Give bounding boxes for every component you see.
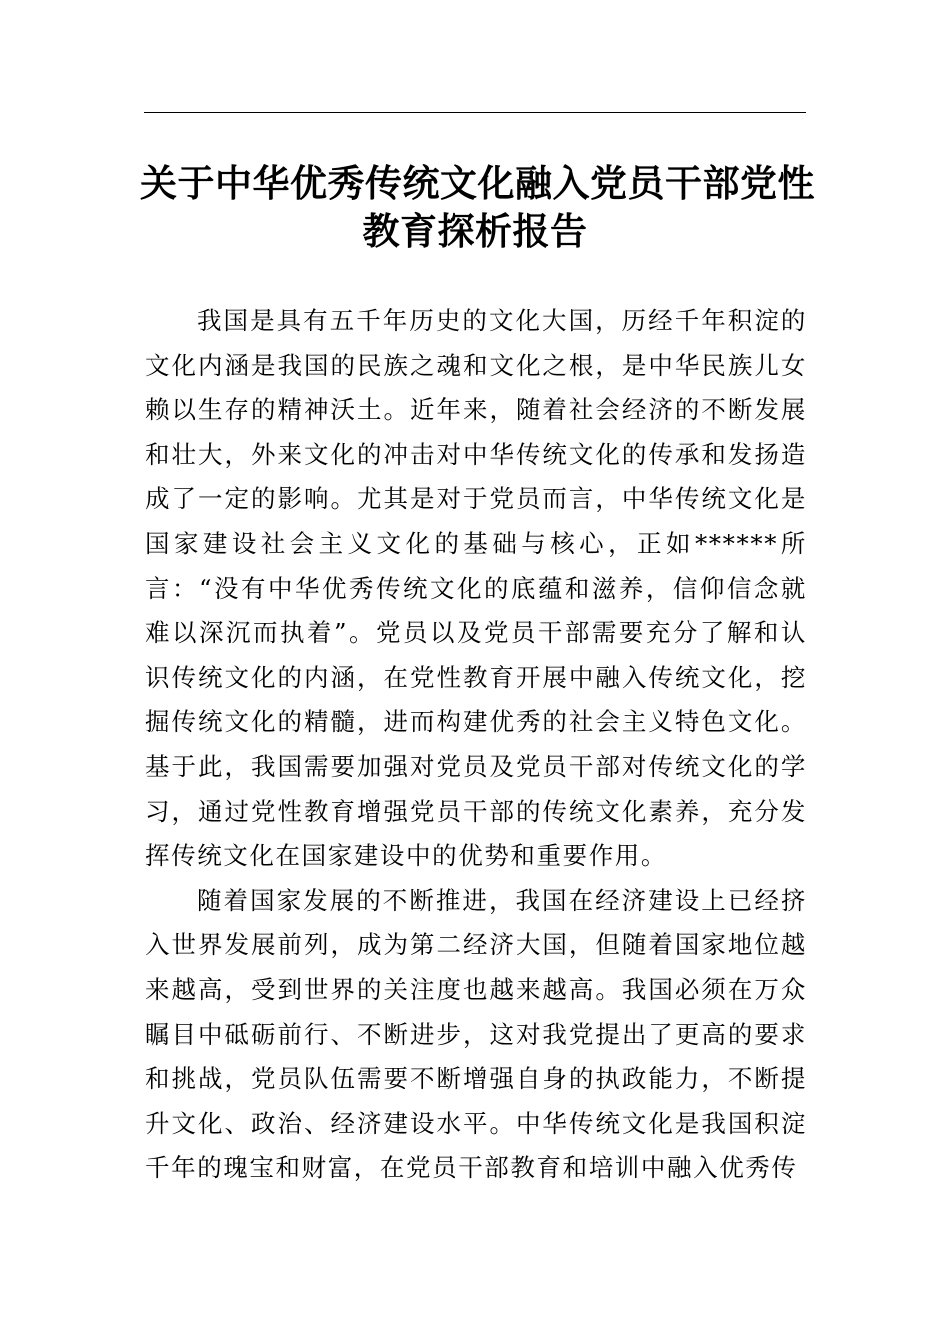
paragraph-1: 我国是具有五千年历史的文化大国，历经千年积淀的文化内涵是我国的民族之魂和文化之根，是中华民族儿女赖以生存的精神沃土。近年来，随着社会经济的不断发展和壮大，外来文化的冲击对中华传统文化的传承和发扬造成了一定的影响。尤其是对于党员而言，中华传统文化是国家建设社会主义文化的基础与核心，正如******所言：“没有中华优秀传统文化的底蕴和滋养，信仰信念就难以深沉而执着”。党员以及党员干部需要充分了解和认识传统文化的内涵，在党性教育开展中融入传统文化，挖掘传统文化的精髓，进而构建优秀的社会主义特色文化。基于此，我国需要加强对党员及党员干部对传统文化的学习，通过党性教育增强党员干部的传统文化素养，充分发挥传统文化在国家建设中的优势和重要作用。: [145, 306, 807, 871]
document-title: [140, 160, 815, 256]
title-line-1: 关于中华优秀传统文化融入党员干部党性: [140, 162, 815, 205]
header-rule: [144, 112, 806, 113]
document-body: [145, 299, 807, 1191]
paragraph-2: 随着国家发展的不断推进，我国在经济建设上已经挤入世界发展前列，成为第二经济大国，但随着国家地位越来越高，受到世界的关注度也越来越高。我国必须在万众瞩目中砥砺前行、不断进步，这对我党提出了更高的要求和挑战，党员队伍需要不断增强自身的执政能力，不断提升文化、政治、经济建设水平。中华传统文化是我国积淀千年的瑰宝和财富，在党员干部教育和培训中融入优秀传: [145, 885, 807, 1183]
title-line-2: 教育探析报告: [362, 210, 588, 253]
